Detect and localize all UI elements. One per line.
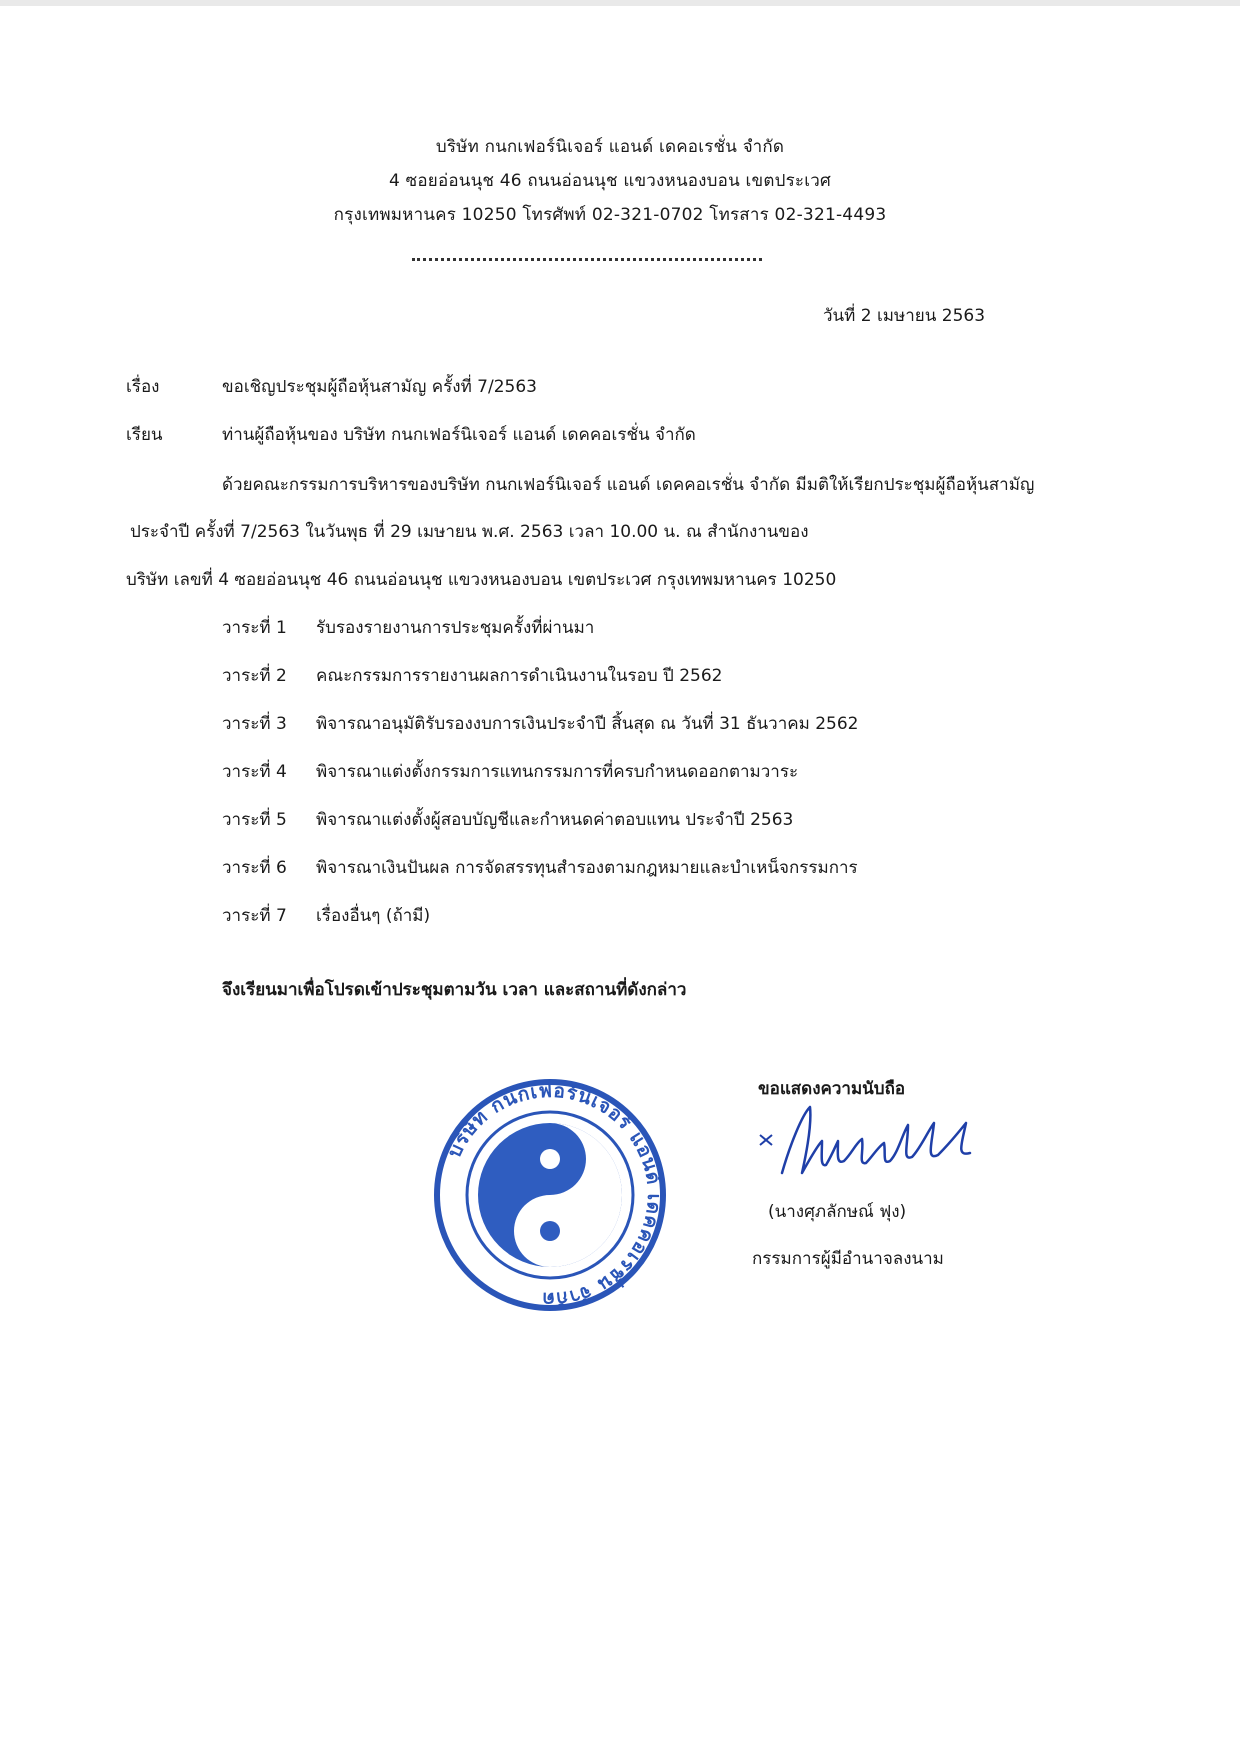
agenda-item: พิจารณาอนุมัติรับรองงบการเงินประจำปี สิ้นสุด ณ วันที่ 31 ธันวาคม 2562 [316, 714, 859, 734]
signer-title: กรรมการผู้มีอำนาจลงนาม [752, 1249, 944, 1269]
agenda-item: พิจารณาแต่งตั้งผู้สอบบัญชีและกำหนดค่าตอบแทน ประจำปี 2563 [316, 810, 794, 830]
handwritten-signature [752, 1095, 982, 1190]
stamp-text: บริษัท กนกเฟอร์นิเจอร์ แอนด์ เดคคอเรชั่น จำกัด [443, 1079, 666, 1311]
recipient-text: ท่านผู้ถือหุ้นของ บริษัท กนกเฟอร์นิเจอร์ แอนด์ เดคคอเรชั่น จำกัด [222, 425, 696, 445]
agenda-number: วาระที่ 4 [222, 762, 287, 782]
body-line-2: ประจำปี ครั้งที่ 7/2563 ในวันพุธ ที่ 29 เมษายน พ.ศ. 2563 เวลา 10.00 น. ณ สำนักงานของ [130, 522, 809, 542]
signer-name: (นางศุภลักษณ์ ฟุง) [768, 1202, 907, 1222]
body-line-3: บริษัท เลขที่ 4 ซอยอ่อนนุช 46 ถนนอ่อนนุช แขวงหนองบอน เขตประเวศ กรุงเทพมหานคร 10250 [126, 570, 837, 590]
salutation: ขอแสดงความนับถือ [758, 1079, 906, 1099]
agenda-item: พิจารณาแต่งตั้งกรรมการแทนกรรมการที่ครบกำหนดออกตามวาระ [316, 762, 799, 782]
agenda-item: คณะกรรมการรายงานผลการดำเนินงานในรอบ ปี 2562 [316, 666, 723, 686]
company-seal-stamp [430, 1075, 670, 1315]
agenda-number: วาระที่ 1 [222, 618, 287, 638]
agenda-number: วาระที่ 6 [222, 858, 287, 878]
subject-text: ขอเชิญประชุมผู้ถือหุ้นสามัญ ครั้งที่ 7/2563 [222, 377, 537, 397]
recipient-label: เรียน [126, 425, 163, 445]
scan-edge [0, 0, 1240, 6]
letter-date: วันที่ 2 เมษายน 2563 [823, 306, 986, 326]
address-line-2: กรุงเทพมหานคร 10250 โทรศัพท์ 02-321-0702 โทรสาร 02-321-4493 [333, 205, 887, 225]
agenda-number: วาระที่ 3 [222, 714, 287, 734]
closing-sentence: จึงเรียนมาเพื่อโปรดเข้าประชุมตามวัน เวลา และสถานที่ดังกล่าว [222, 980, 687, 1000]
header-divider [412, 258, 762, 261]
subject-label: เรื่อง [126, 377, 160, 397]
address-line-1: 4 ซอยอ่อนนุช 46 ถนนอ่อนนุช แขวงหนองบอน เขตประเวศ [389, 171, 831, 191]
body-line-1: ด้วยคณะกรรมการบริหารของบริษัท กนกเฟอร์นิเจอร์ แอนด์ เดคคอเรชั่น จำกัด มีมติให้เรียกประชุมผู้ถือหุ้นสามัญ [222, 475, 1035, 495]
agenda-item: เรื่องอื่นๆ (ถ้ามี) [316, 906, 431, 926]
agenda-number: วาระที่ 5 [222, 810, 287, 830]
agenda-item: รับรองรายงานการประชุมครั้งที่ผ่านมา [316, 618, 595, 638]
agenda-number: วาระที่ 2 [222, 666, 287, 686]
agenda-number: วาระที่ 7 [222, 906, 287, 926]
agenda-item: พิจารณาเงินปันผล การจัดสรรทุนสำรองตามกฎหมายและบำเหน็จกรรมการ [316, 858, 858, 878]
company-name: บริษัท กนกเฟอร์นิเจอร์ แอนด์ เดคอเรชั่น จำกัด [435, 137, 785, 157]
